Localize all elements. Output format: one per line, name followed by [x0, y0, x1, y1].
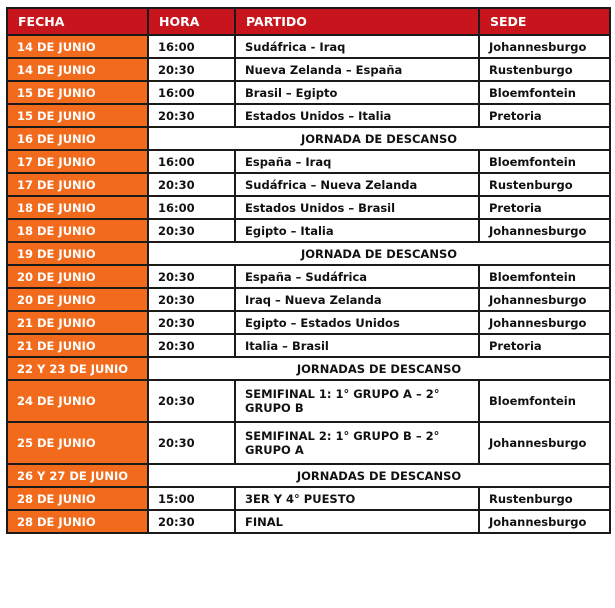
table-row [7, 288, 610, 311]
table-row [7, 150, 610, 173]
table-row [7, 422, 610, 464]
table-row [7, 265, 610, 288]
fecha-cell: 17 DE JUNIO [7, 173, 148, 196]
partido-cell: Estados Unidos – Brasil [235, 196, 479, 219]
table-row [7, 334, 610, 357]
schedule-body [7, 35, 610, 533]
fecha-cell: 25 DE JUNIO [7, 422, 148, 464]
hora-cell: 20:30 [148, 58, 235, 81]
hora-cell: 16:00 [148, 81, 235, 104]
sede-cell: Johannesburgo [479, 422, 610, 464]
sede-cell: Rustenburgo [479, 173, 610, 196]
partido-cell: Estados Unidos – Italia [235, 104, 479, 127]
fecha-cell: 28 DE JUNIO [7, 487, 148, 510]
partido-cell: Nueva Zelanda – España [235, 58, 479, 81]
partido-cell: SEMIFINAL 2: 1° GRUPO B – 2° GRUPO A [235, 422, 479, 464]
partido-cell: Iraq – Nueva Zelanda [235, 288, 479, 311]
table-row [7, 127, 610, 150]
hora-cell: 20:30 [148, 265, 235, 288]
fecha-cell: 14 DE JUNIO [7, 58, 148, 81]
partido-cell: FINAL [235, 510, 479, 533]
hora-cell: 16:00 [148, 35, 235, 58]
rest-day-cell: JORNADAS DE DESCANSO [148, 464, 610, 487]
table-row [7, 219, 610, 242]
hora-cell: 20:30 [148, 334, 235, 357]
header-sede: SEDE [479, 8, 610, 35]
sede-cell: Rustenburgo [479, 58, 610, 81]
fecha-cell: 21 DE JUNIO [7, 334, 148, 357]
partido-cell: Sudáfrica – Nueva Zelanda [235, 173, 479, 196]
header-row [7, 8, 610, 35]
rest-day-cell: JORNADA DE DESCANSO [148, 127, 610, 150]
rest-day-cell: JORNADAS DE DESCANSO [148, 357, 610, 380]
fecha-cell: 20 DE JUNIO [7, 288, 148, 311]
fecha-cell: 26 Y 27 DE JUNIO [7, 464, 148, 487]
hora-cell: 20:30 [148, 173, 235, 196]
table-row [7, 35, 610, 58]
sede-cell: Pretoria [479, 196, 610, 219]
fecha-cell: 18 DE JUNIO [7, 219, 148, 242]
fecha-cell: 14 DE JUNIO [7, 35, 148, 58]
sede-cell: Johannesburgo [479, 311, 610, 334]
header-hora: HORA [148, 8, 235, 35]
hora-cell: 16:00 [148, 150, 235, 173]
hora-cell: 20:30 [148, 422, 235, 464]
fecha-cell: 17 DE JUNIO [7, 150, 148, 173]
sede-cell: Johannesburgo [479, 35, 610, 58]
table-row [7, 380, 610, 422]
sede-cell: Bloemfontein [479, 380, 610, 422]
sede-cell: Johannesburgo [479, 510, 610, 533]
hora-cell: 20:30 [148, 219, 235, 242]
sede-cell: Johannesburgo [479, 219, 610, 242]
partido-cell: Sudáfrica - Iraq [235, 35, 479, 58]
table-row [7, 81, 610, 104]
table-row [7, 357, 610, 380]
header-fecha: FECHA [7, 8, 148, 35]
rest-day-cell: JORNADA DE DESCANSO [148, 242, 610, 265]
sede-cell: Bloemfontein [479, 81, 610, 104]
hora-cell: 20:30 [148, 380, 235, 422]
table-row [7, 311, 610, 334]
hora-cell: 20:30 [148, 510, 235, 533]
partido-cell: Brasil – Egipto [235, 81, 479, 104]
sede-cell: Pretoria [479, 104, 610, 127]
fecha-cell: 22 Y 23 DE JUNIO [7, 357, 148, 380]
hora-cell: 20:30 [148, 288, 235, 311]
fecha-cell: 28 DE JUNIO [7, 510, 148, 533]
table-row [7, 58, 610, 81]
fecha-cell: 19 DE JUNIO [7, 242, 148, 265]
hora-cell: 20:30 [148, 104, 235, 127]
header-partido: PARTIDO [235, 8, 479, 35]
fecha-cell: 15 DE JUNIO [7, 104, 148, 127]
table-row [7, 510, 610, 533]
hora-cell: 20:30 [148, 311, 235, 334]
sede-cell: Johannesburgo [479, 288, 610, 311]
fecha-cell: 16 DE JUNIO [7, 127, 148, 150]
fecha-cell: 20 DE JUNIO [7, 265, 148, 288]
partido-cell: Italia – Brasil [235, 334, 479, 357]
table-row [7, 196, 610, 219]
table-row [7, 104, 610, 127]
table-row [7, 487, 610, 510]
fecha-cell: 15 DE JUNIO [7, 81, 148, 104]
partido-cell: SEMIFINAL 1: 1° GRUPO A – 2° GRUPO B [235, 380, 479, 422]
partido-cell: España – Iraq [235, 150, 479, 173]
fecha-cell: 24 DE JUNIO [7, 380, 148, 422]
sede-cell: Bloemfontein [479, 265, 610, 288]
hora-cell: 15:00 [148, 487, 235, 510]
table-row [7, 464, 610, 487]
sede-cell: Rustenburgo [479, 487, 610, 510]
partido-cell: Egipto – Estados Unidos [235, 311, 479, 334]
sede-cell: Pretoria [479, 334, 610, 357]
partido-cell: España – Sudáfrica [235, 265, 479, 288]
fecha-cell: 21 DE JUNIO [7, 311, 148, 334]
table-row [7, 173, 610, 196]
table-row [7, 242, 610, 265]
schedule-table [6, 7, 611, 534]
partido-cell: Egipto – Italia [235, 219, 479, 242]
partido-cell: 3ER Y 4° PUESTO [235, 487, 479, 510]
sede-cell: Bloemfontein [479, 150, 610, 173]
fecha-cell: 18 DE JUNIO [7, 196, 148, 219]
hora-cell: 16:00 [148, 196, 235, 219]
